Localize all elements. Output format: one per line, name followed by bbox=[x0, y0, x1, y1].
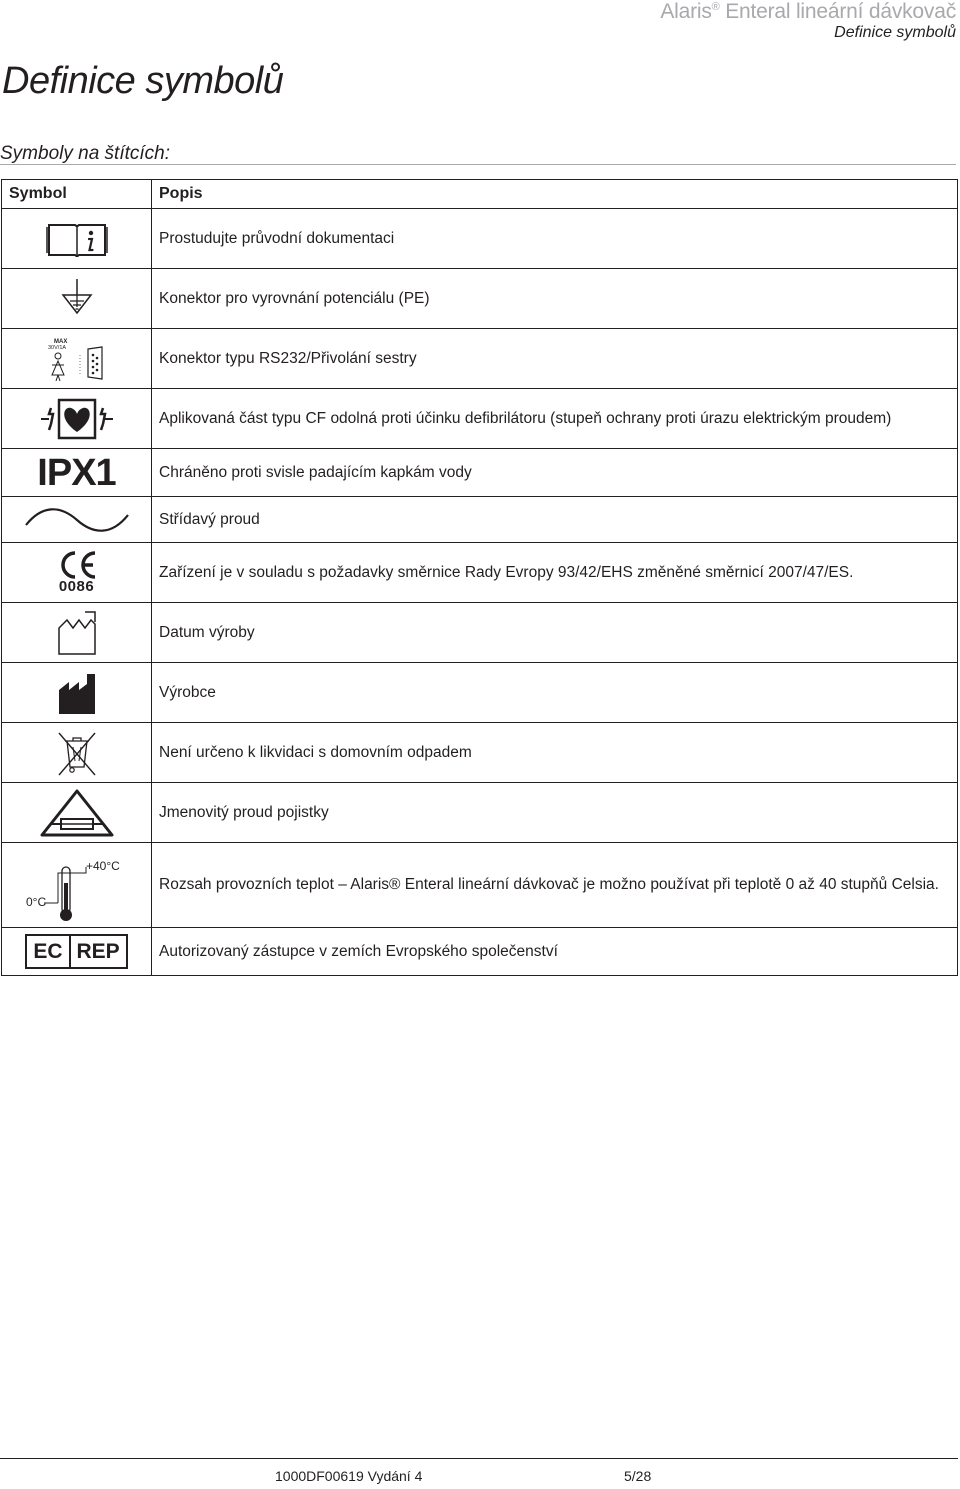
rep-label: REP bbox=[69, 936, 126, 967]
notified-body-number: 0086 bbox=[58, 578, 95, 595]
footer-divider bbox=[0, 1458, 958, 1459]
product-name: Alaris bbox=[660, 0, 712, 23]
table-row bbox=[2, 783, 958, 843]
table-row bbox=[2, 269, 958, 329]
temp-low-label: 0°C bbox=[26, 895, 47, 909]
table-row bbox=[2, 497, 958, 543]
row-desc: Jmenovitý proud pojistky bbox=[152, 783, 958, 843]
row-desc: Aplikovaná část typu CF odolná proti účinku defibrilátoru (stupeň ochrany proti úrazu elektrickým proudem) bbox=[152, 389, 958, 449]
col-desc-header: Popis bbox=[152, 180, 958, 209]
table-row bbox=[2, 389, 958, 449]
row-desc: Rozsah provozních teplot – Alaris® Enteral lineární dávkovač je možno používat při teplotě 0 až 40 stupňů Celsia. bbox=[152, 843, 958, 928]
ce-logo-icon bbox=[55, 550, 99, 580]
ec-rep-icon bbox=[25, 934, 127, 969]
row-desc: Zařízení je v souladu s požadavky směrnice Rady Evropy 93/42/EHS změněné směrnicí 2007/47/ES. bbox=[152, 543, 958, 603]
table-header-row bbox=[2, 180, 958, 209]
alternating-current-icon bbox=[22, 503, 132, 537]
page-title: Definice symbolů bbox=[2, 60, 284, 102]
header-section: Definice symbolů bbox=[834, 24, 956, 41]
table-row bbox=[2, 329, 958, 389]
row-desc: Prostudujte průvodní dokumentaci bbox=[152, 209, 958, 269]
subtitle: Symboly na štítcích: bbox=[0, 143, 171, 164]
product-name-rest: Enteral lineární dávkovač bbox=[719, 0, 956, 23]
table-row bbox=[2, 843, 958, 928]
subtitle-divider bbox=[0, 164, 956, 165]
row-desc: Chráněno proti svisle padajícím kapkám vody bbox=[152, 449, 958, 497]
table-row bbox=[2, 603, 958, 663]
symbols-table bbox=[1, 179, 958, 976]
table-row bbox=[2, 543, 958, 603]
row-desc: Výrobce bbox=[152, 663, 958, 723]
thermometer-icon bbox=[2, 845, 152, 925]
header-product bbox=[660, 0, 956, 24]
weee-bin-icon bbox=[55, 729, 99, 777]
row-desc: Konektor typu RS232/Přivolání sestry bbox=[152, 329, 958, 389]
equipotential-icon bbox=[57, 277, 97, 321]
table-row bbox=[2, 449, 958, 497]
rs232-rating-label: 30V/1A bbox=[47, 344, 66, 351]
rs232-max-label: MAX bbox=[53, 338, 67, 345]
row-desc: Konektor pro vyrovnání potenciálu (PE) bbox=[152, 269, 958, 329]
row-desc: Není určeno k likvidaci s domovním odpadem bbox=[152, 723, 958, 783]
temperature-limit-icon bbox=[2, 845, 151, 925]
table-row bbox=[2, 663, 958, 723]
ce-mark-icon bbox=[2, 550, 151, 595]
ipx1-icon: IPX1 bbox=[37, 451, 116, 494]
consult-instructions-icon bbox=[45, 219, 109, 259]
manufacture-date-icon bbox=[55, 610, 99, 656]
table-row bbox=[2, 723, 958, 783]
footer-page-number: 5/28 bbox=[624, 1468, 652, 1484]
manufacturer-icon bbox=[55, 670, 99, 716]
registered-mark: ® bbox=[711, 1, 720, 13]
fuse-icon bbox=[39, 788, 115, 838]
table-row bbox=[2, 209, 958, 269]
row-desc: Autorizovaný zástupce v zemích Evropského společenství bbox=[152, 928, 958, 976]
rs232-nurse-call-icon bbox=[42, 335, 112, 383]
col-symbol-header: Symbol bbox=[2, 180, 152, 209]
row-desc: Datum výroby bbox=[152, 603, 958, 663]
footer-doc-id: 1000DF00619 Vydání 4 bbox=[275, 1468, 423, 1484]
row-desc: Střídavý proud bbox=[152, 497, 958, 543]
defibrillation-proof-cf-icon bbox=[39, 396, 115, 442]
ec-label: EC bbox=[33, 940, 63, 963]
table-row bbox=[2, 928, 958, 976]
temp-high-label: +40°C bbox=[86, 859, 120, 873]
